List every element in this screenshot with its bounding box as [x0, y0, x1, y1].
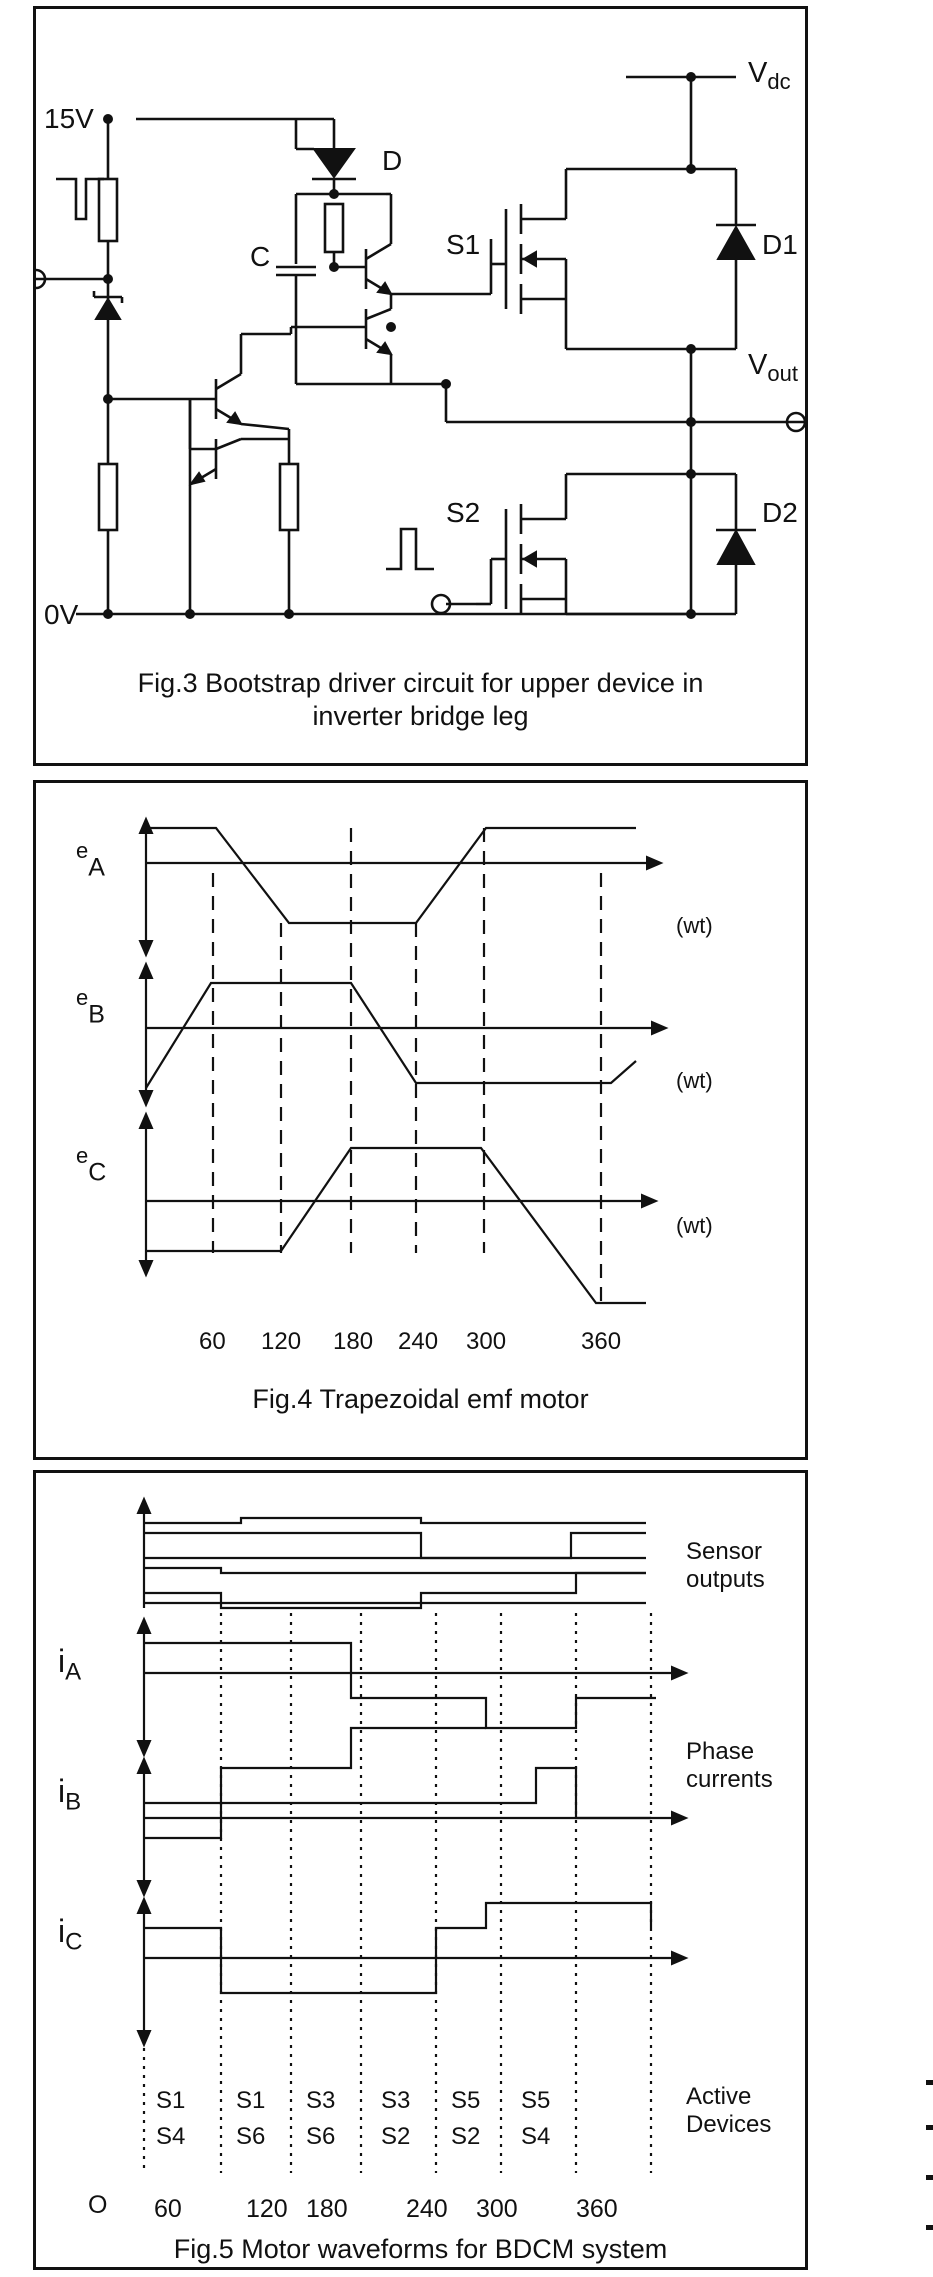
current-ic-main: i	[58, 1913, 66, 1949]
axis-unit-b: (wt)	[676, 1068, 713, 1093]
device-top: S1	[236, 2087, 266, 2114]
phase-label-line1: Phase	[686, 1738, 755, 1765]
trace-ec-sub: C	[88, 1158, 107, 1187]
fig5-caption: Fig.5 Motor waveforms for BDCM system	[173, 2234, 668, 2264]
vdc-label	[748, 57, 791, 95]
sensor-outputs-label	[686, 1538, 765, 1594]
device-top: S3	[381, 2087, 411, 2114]
current-ib-main: i	[58, 1773, 66, 1809]
device-top: S1	[156, 2087, 186, 2114]
vdc-sub: dc	[767, 68, 791, 94]
fig3-caption	[36, 667, 805, 733]
axis-unit-a: (wt)	[676, 913, 713, 938]
device-bottom: S2	[451, 2123, 481, 2150]
tick-300: 300	[476, 2195, 518, 2223]
phase-label-line2: currents	[686, 1766, 773, 1793]
fig3-panel	[33, 6, 808, 766]
sensor-label-line1: Sensor	[686, 1538, 763, 1565]
fig4-caption: Fig.4 Trapezoidal emf motor	[252, 1384, 589, 1414]
tick-180: 180	[306, 2195, 348, 2223]
phase-currents-label	[686, 1738, 773, 1794]
trace-ec-label	[76, 1143, 106, 1187]
tick-120: 120	[261, 1328, 302, 1355]
active-devices-label	[686, 2083, 771, 2139]
tick-60: 60	[199, 1328, 226, 1355]
trace-ea-label	[76, 838, 105, 882]
supply-label: 15V	[44, 103, 94, 134]
fig5-panel	[33, 1470, 808, 2270]
active-label-line1: Active	[686, 2083, 752, 2110]
tick-360: 360	[581, 1328, 622, 1355]
tick-60: 60	[154, 2195, 182, 2223]
margin-mark-3	[926, 2175, 933, 2180]
margin-mark-2	[926, 2125, 933, 2130]
device-top: S5	[521, 2087, 551, 2114]
tick-360: 360	[576, 2195, 618, 2223]
active-devices-2	[306, 2083, 335, 2155]
trace-ec-main: e	[76, 1143, 89, 1168]
tick-300: 300	[466, 1328, 507, 1355]
active-devices-1	[236, 2083, 265, 2155]
trace-eb-sub: B	[88, 1000, 105, 1029]
trace-eb-main: e	[76, 985, 89, 1010]
tick-240: 240	[398, 1328, 439, 1355]
capacitor-label: C	[250, 241, 271, 272]
current-ia-sub: A	[65, 1658, 82, 1686]
current-ib-label	[58, 1773, 81, 1816]
vdc-main: V	[748, 57, 768, 89]
margin-mark-1	[926, 2080, 933, 2085]
active-devices-5	[521, 2083, 550, 2155]
tick-o: O	[88, 2191, 108, 2219]
trace-ea-sub: A	[88, 853, 105, 882]
tick-120: 120	[246, 2195, 288, 2223]
device-bottom: S6	[236, 2123, 266, 2150]
device-bottom: S2	[381, 2123, 411, 2150]
device-bottom: S4	[521, 2123, 551, 2150]
active-devices-0	[156, 2083, 185, 2155]
device-bottom: S6	[306, 2123, 336, 2150]
axis-unit-c: (wt)	[676, 1213, 713, 1238]
margin-mark-4	[926, 2225, 933, 2230]
current-ib-sub: B	[65, 1788, 82, 1816]
sensor-label-line2: outputs	[686, 1566, 765, 1593]
diode-label: D	[382, 145, 403, 176]
current-ia-label	[58, 1643, 81, 1686]
vout-main: V	[748, 349, 768, 381]
trapezoidal-emf-diagram	[36, 783, 811, 1463]
device-top: S3	[306, 2087, 336, 2114]
active-label-line2: Devices	[686, 2111, 772, 2138]
active-devices-4	[451, 2083, 480, 2155]
ground-label: 0V	[44, 599, 79, 630]
current-ic-sub: C	[65, 1928, 83, 1956]
trace-eb-label	[76, 985, 105, 1029]
switch-s2-label: S2	[446, 497, 481, 528]
fig3-caption-line2: inverter bridge leg	[312, 701, 529, 731]
device-top: S5	[451, 2087, 481, 2114]
fig4-panel	[33, 780, 808, 1460]
bootstrap-circuit-diagram	[36, 9, 811, 769]
switch-s1-label: S1	[446, 229, 481, 260]
diode-d1-label: D1	[762, 229, 798, 260]
trace-ea-main: e	[76, 838, 89, 863]
current-ic-label	[58, 1913, 82, 1956]
tick-240: 240	[406, 2195, 448, 2223]
fig3-caption-line1: Fig.3 Bootstrap driver circuit for upper device in	[137, 668, 704, 698]
current-ia-main: i	[58, 1643, 66, 1679]
vout-sub: out	[767, 360, 798, 386]
vout-label	[748, 349, 798, 387]
active-devices-3	[381, 2083, 410, 2155]
diode-d2-label: D2	[762, 497, 798, 528]
tick-180: 180	[333, 1328, 374, 1355]
device-bottom: S4	[156, 2123, 186, 2150]
